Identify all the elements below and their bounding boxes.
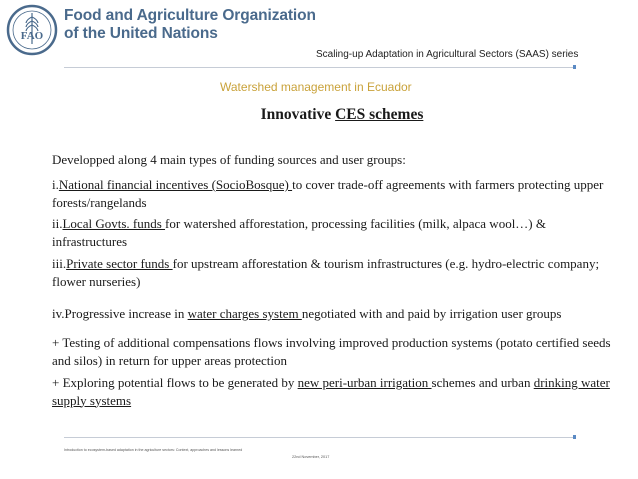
org-name-line2: of the United Nations <box>64 25 218 42</box>
para-underlined: water charges system <box>187 306 302 321</box>
paragraph-intro <box>52 151 612 169</box>
footer-date: 22nd November, 2017 <box>292 455 330 459</box>
para-prefix: ii. <box>52 216 63 231</box>
para-prefix: iv.Progressive increase in <box>52 306 188 321</box>
para-prefix: iii. <box>52 256 67 271</box>
footer-divider <box>64 437 574 438</box>
para-text: + Testing of additional compensations flows involving improved production systems (potato certified seeds and silos) in return for upper areas protection <box>52 335 611 368</box>
para-text: to cover trade-off agreements with farmers protecting upper forests/rangelands <box>52 177 604 210</box>
paragraph-private-sector <box>52 255 612 290</box>
series-title: Scaling-up Adaptation in Agricultural Sectors (SAAS) series <box>316 49 579 60</box>
para-text: for watershed afforestation, processing facilities (milk, alpaca wool…) & infrastructures <box>52 216 546 249</box>
para-underlined-2: drinking water supply systems <box>52 375 610 408</box>
para-underlined: Private sector funds <box>66 256 173 271</box>
org-name-line1: Food and Agriculture Organization <box>64 7 316 24</box>
footer-caption: Introduction to ecosystem-based adaptation in the agriculture sectors: Context, approaches and lessons learned <box>64 448 243 452</box>
para-underlined: new peri-urban irrigation <box>297 375 432 390</box>
paragraph-national-incentives <box>52 176 612 211</box>
slide-title <box>0 106 638 124</box>
para-text: negotiated with and paid by irrigation user groups <box>301 306 562 321</box>
title-underlined: CES schemes <box>335 106 424 123</box>
fao-logo-text: FAO <box>20 30 44 42</box>
paragraph-water-charges <box>52 305 612 323</box>
header-divider <box>64 67 574 68</box>
paragraph-exploring <box>52 374 612 409</box>
para-underlined: National financial incentives (SocioBosque) <box>58 177 293 192</box>
para-prefix: + Exploring potential flows to be generated by <box>52 375 298 390</box>
slide-subtitle: Watershed management in Ecuador <box>220 80 412 94</box>
title-prefix: Innovative <box>260 106 336 123</box>
para-text: schemes and urban <box>431 375 534 390</box>
paragraph-testing <box>52 334 612 369</box>
para-prefix: i. <box>52 177 59 192</box>
para-text: for upstream afforestation & tourism infrastructures (e.g. hydro-electric company; flower nurseries) <box>52 256 600 289</box>
para-underlined: Local Govts. funds <box>62 216 166 231</box>
paragraph-local-govts <box>52 215 612 250</box>
fao-logo <box>6 4 58 56</box>
para-text: Developped along 4 main types of funding sources and user groups: <box>52 152 406 167</box>
